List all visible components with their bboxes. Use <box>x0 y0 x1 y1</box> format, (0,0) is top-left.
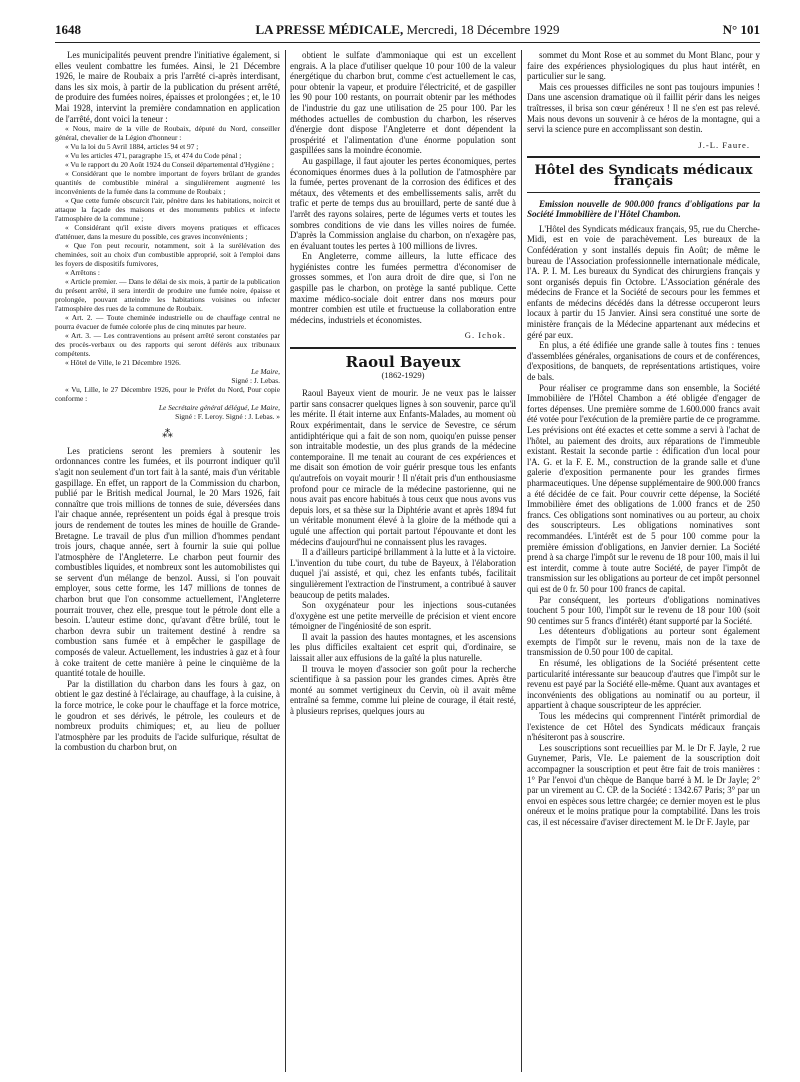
decree-line: « Vu les articles 471, paragraphe 15, et 474 du Code pénal ; <box>65 151 242 161</box>
paragraph: Il trouva le moyen d'associer son goût pour la recherche scientifique à sa passion pour les grandes cimes. Après être monté au sommet vertigineux du Cervin, où il avait même entraîné sa femme, comme lui pleine de courage, il était resté, à plusieurs reprises, quelques jours au <box>290 663 516 717</box>
paragraph: En plus, a été édifiée une grande salle à toutes fins : tenues d'assemblées générales, organisations de cours et de conférences, d'expositions, de banquets, de représentations artistiques, voire de bals. <box>527 340 760 383</box>
paragraph: sommet du Mont Rose et au sommet du Mont Blanc, pour y faire des expériences physiologiques du plus haut intérêt, en particulier sur le sang. <box>527 50 760 82</box>
page-header <box>55 22 760 43</box>
paragraph: Raoul Bayeux vient de mourir. Je ne veux pas le laisser partir sans consacrer quelques lignes à son souvenir, parce qu'il les mérite. Il était interne aux Enfants-Malades, au moment où Roux expérimentait, dans le service de Sevestre, ce sérum antidiphtérique qui a fait de son nom, quoiqu'en puisse penser son intraitable modestie, un des plus grands de la médecine contemporaine. Il me tenait au courant de ces expériences et me disait son émotion de voir guérir presque tous les enfants qu'autrefois on voyait mourir ! Il n'était pris d'un enthousiasme profond pour ce miracle de la médecine pastorienne, qui ne nous avait pas encore habitués à tous ceux que nous avons vus depuis lors, et sa thèse sur la Diphtérie avant et après 1894 fut un véritable monument élevé à la gloire de la méthode qui a ugulé une affection qui portait partout l'épouvante et dont les médecins d'aujourd'hui ne connaissent plus les ravages. <box>290 388 516 547</box>
journal-name: LA PRESSE MÉDICALE, <box>255 22 404 37</box>
column-divider <box>521 50 522 1072</box>
decree-line: « Art. 3. — Les contraventions au présent arrêté seront constatées par des procès-verbaux ou des rapports qui seront déférés aux tribunaux compétents. <box>55 331 280 359</box>
decree-line: « Considérant que le nombre important de foyers brûlant de grandes quantités de combustible minéral a singulièrement augmenté les inconvénients de la fumée dans la commune de Roubaix ; <box>55 169 280 197</box>
decree-line: « Vu, Lille, le 27 Décembre 1926, pour le Préfet du Nord, Pour copie conforme : <box>55 385 280 404</box>
signature-name: Signé : J. Lebas. <box>231 376 280 386</box>
signature-role: Le Maire, <box>251 367 280 377</box>
paragraph: Par conséquent, les porteurs d'obligations nominatives touchent 5 pour 100, l'impôt sur le revenu de 18 pour 100 (soit 90 centimes sur 5 francs d'intérêt) étant supporté par la Société. <box>527 594 760 626</box>
page-number: 1648 <box>55 22 81 37</box>
decree-line: « Arrêtons : <box>65 268 100 278</box>
column-3 <box>527 50 760 1072</box>
paragraph: Les municipalités peuvent prendre l'initiative également, si elles veulent combattre les fumées. Ainsi, le 21 Décembre 1926, le maire de Roubaix a pris l'arrêté ci-après interdisant, dans les six mois, à partir de la publication du présent arrêté, de produire des fumées noires, épaisses et prolongées ; et, le 10 Mai 1928, intervint la première condamnation en application de l'arrêté, dont voici la teneur : <box>55 50 280 124</box>
article-title: Hôtel des Syndicats médicaux français <box>534 163 753 189</box>
paragraph: Pour réaliser ce programme dans son ensemble, la Société Immobilière de l'Hôtel Chambon a été obligée d'engager de fortes dépenses. Une première somme de 1.600.000 francs avait été votée pour l'exécution de la première partie de ce programme. Les prévisions ont été exactes et cette somme a servi à l'achat de l'hôtel, au paiement des droits, aux réparations de l'immeuble existant. Restait la seconde partie : édification d'un local pour l'A. G. et la F. E. M., construction de la grande salle et d'une galerie d'exposition permanente pour les grandes firmes pharmaceutiques. Une dépense supplémentaire de 900.000 francs a été décidée de ce fait. Pour couvrir cette dépense, la Société Immobilière émet des obligations de 1.000 francs et de 250 francs. Ces obligations sont nominatives ou au porteur, au choix des souscripteurs. Les obligations nominatives sont recommandées. L'intérêt est de 5 pour 100 comme pour la première émission d'obligations, en Janvier dernier. La Société prend à sa charge l'impôt sur le revenu de 18 pour 100, mais il lui est interdit, comme à toute autre Société, de payer l'impôt de transmission sur les obligations au porteur de cet impôt personnel qui est de 0 fr. 50 pour 100 francs de capital. <box>527 382 760 594</box>
column-1 <box>55 50 280 1072</box>
paragraph: Les praticiens seront les premiers à soutenir les ordonnances contre les fumées, et ils pourront indiquer qu'il s'agit non seulement d'un tort fait à la santé, mais d'un véritable gaspillage. En effet, un rapport de la Commission du charbon, publié par le British medical Journal, le 20 Mars 1926, fait connaître que trois millions de tonnes de suie, déversées dans l'air chaque année, représentent un poids égal à presque trois jours de rendement de toutes les mines de houille de Grande-Bretagne. Le travail de plus d'un million d'hommes pendant trois jours, chaque année, sert à fournir la suie qui pollue l'atmosphère de l'Angleterre. Le charbon peut fournir des combustibles liquides, et nombreux sont les automobilistes qui se servent d'un mélange de benzol. Aussi, si l'on pouvait employer, sous cette forme, les 147 millions de tonnes de charbon brut que l'on consomme actuellement, l'Angleterre pourrait trouver, chez elle, presque tout le pétrole dont elle a besoin. L'auteur estime donc, qu'avant d'être brûlé, tout le charbon devra subir un traitement destiné à rendre sa combustion sans fumée et à empêcher le gaspillage de composés de valeur. Actuellement, les industries à gaz et à four à coke traitent de cette manière à peine le cinquième de la quantité totale de houille. <box>55 445 280 679</box>
decree-line: « Que l'on peut recourir, notamment, soit à la surélévation des cheminées, soit au choix d'un combustible approprié, soit à l'emploi dans les foyers de dispositifs fumivores, <box>55 241 280 269</box>
paragraph: Les souscriptions sont recueillies par M. le Dr F. Jayle, 2 rue Guynemer, Paris, VIe. Le paiement de la souscription doit accompagner la souscription et peut être fait de trois manières : 1° Par l'envoi d'un chèque de Banque barré à M. le Dr Jayle; 2° par un virement au C. CP. de la Société : 1342.67 Paris; 3° par un envoi en espèces sous lettre chargée; ce dernier moyen est le plus onéreux et le moins pratique pour la comptabilité. Dans les trois cas, il est nécessaire d'aviser directement M. le Dr F. Jayle, par <box>527 742 760 827</box>
paragraph: En résumé, les obligations de la Société présentent cette particularité intéressante sur beaucoup d'autres que l'impôt sur le revenu est payé par la Société elle-même. Quant aux avantages et inconvénients des obligations au nominatif ou au porteur, il appartient à chaque souscripteur de les apprécier. <box>527 658 760 711</box>
paragraph: L'Hôtel des Syndicats médicaux français, 95, rue du Cherche-Midi, est en voie de parachèvement. Les bureaux de la Confédération y sont installés depuis fin Août; de même le bureau de l'Association professionnelle internationale médicale, l'A. P. I. M. Les bureaux du Syndicat des chirurgiens français y sont organisés depuis fin Octobre. L'Association générale des médecins de France et la Société de secours pour les femmes et enfants de médecins décédés dans la détresse occuperont leurs locaux à partir du 15 Janvier. Ainsi sera constitué une sorte de ministère français de la Médecine appartenant aux médecins et géré par eux. <box>527 223 760 340</box>
decree-line: « Art. 2. — Toute cheminée industrielle ou de chauffage central ne pourra évacuer de fumée colorée plus de cinq minutes par heure. <box>55 313 280 332</box>
mayor-signature <box>55 367 280 385</box>
paragraph: Les détenteurs d'obligations au porteur sont également exempts de l'impôt sur le revenu, mais non de la taxe de transmission de 0.50 pour 100 de capital. <box>527 626 760 658</box>
paragraph: Il a d'ailleurs participé brillamment à la lutte et à la victoire. L'invention du tube court, du tube de Bayeux, à l'élaboration duquel j'ai assisté, et qui, chez les enfants tubés, facilitait singulièrement l'extraction de l'instrument, a contribué à sauver beaucoup de petits malades. <box>290 547 516 600</box>
column-divider <box>285 50 286 1072</box>
section-rule <box>290 347 516 349</box>
issue-number: N° 101 <box>722 22 760 37</box>
section-rule <box>527 156 760 158</box>
decree-line: « Que cette fumée obscurcit l'air, pénètre dans les habitations, noircit et attaque la façade des maisons et des monuments publics et infecte l'atmosphère de la commune ; <box>55 196 280 224</box>
author-signature: J.-L. Faure. <box>698 139 750 150</box>
column-2 <box>290 50 516 1072</box>
article-lead: Emission nouvelle de 900.000 francs d'obligations par la Société Immobilière de l'Hôtel Chambon. <box>527 198 760 220</box>
paragraph: Mais ces prouesses difficiles ne sont pas toujours impunies ! Dans une ascension dramatique où il faillit périr dans les neiges traîtresses, il brisa son cœur généreux ! Il ne s'en est pas relevé. Mais nous devons un souvenir à ce héros de la montagne, qui a servi la science pure en accomplissant son destin. <box>527 81 760 135</box>
signature-role: Le Secrétaire général délégué, Le Maire, <box>158 403 280 413</box>
section-rule <box>527 192 760 193</box>
decree-line: « Hôtel de Ville, le 21 Décembre 1926. <box>65 358 181 368</box>
author-signature: G. Ichok. <box>464 330 506 341</box>
paragraph: Tous les médecins qui comprennent l'intérêt primordial de l'existence de cet Hôtel des Syndicats médicaux français n'hésiteront pas à souscrire. <box>527 711 760 743</box>
secretary-signature <box>55 403 280 421</box>
paragraph: Il avait la passion des hautes montagnes, et les ascensions les plus difficiles exaltaient cet esprit qui, d'ordinaire, se laissait aller aux effusions de la gaîté la plus naturelle. <box>290 631 516 664</box>
signature-name: Signé : F. Leroy. Signé : J. Lebas. » <box>175 412 280 422</box>
paragraph: Au gaspillage, il faut ajouter les pertes économiques, pertes économiques énormes dues à la pollution de l'atmosphère par la fumée, pertes provenant de la corrosion des édifices et des métaux, des vêtements et des embellissements salis, arrêt du trafic et perte de temps dus au brouillard, perte de santé due à l'arrêt des rayons solaires, perte de légumes verts et toutes les sombres conditions de vie dans les villes noires de fumée. D'après la Commission anglaise du charbon, on n'exagère pas, en évaluant toutes les pertes à 100 millions de livres. <box>290 155 516 251</box>
decree-line: « Vu le rapport du 20 Août 1924 du Conseil départemental d'Hygiène ; <box>65 160 274 170</box>
paragraph: En Angleterre, comme ailleurs, la lutte efficace des hygiénistes contre les fumées permettra d'économiser de grosses sommes, et l'on aura droit de dire que, si l'on ne gaspille pas le charbon, on protège la santé publique. Cette maxime médico-sociale doit entrer dans nos mœurs pour montrer combien est utile et fructueuse la collaboration entre médecins, industriels et économistes. <box>290 251 516 325</box>
decree-line: « Article premier. — Dans le délai de six mois, à partir de la publication du présent arrêté, il sera interdit de produire une fumée noire, épaisse et prolongée, pouvant atteindre les habitations voisines ou infecter l'atmosphère des rues de la commune de Roubaix. <box>55 277 280 314</box>
article-subtitle: (1862-1929) <box>381 369 425 380</box>
decree-line: « Nous, maire de la ville de Roubaix, député du Nord, conseiller général, chevalier de la Légion d'honneur : <box>55 124 280 143</box>
paragraph: obtient le sulfate d'ammoniaque qui est un excellent engrais. A la place d'utiliser quelque 10 pour 100 de la valeur énergétique du charbon brut, comme c'est actuellement le cas, pour obtenir la vapeur, et produire l'électricité, et de gaspiller les 90 pour 100 restants, on pourrait obtenir par les méthodes de l'industrie du gaz une utilisation de 25 pour 100. Par les méthodes actuelles de combustion du charbon, les réserves d'énergie dont dispose l'Angleterre et dont dépendent la prospérité et l'alimentation d'une énorme population sont gaspillées sans la moindre économie. <box>290 50 516 156</box>
journal-title <box>55 22 760 38</box>
decree-line: « Vu la loi du 5 Avril 1884, articles 94 et 97 ; <box>65 142 199 152</box>
paragraph: Son oxygénateur pour les injections sous-cutanées d'oxygène est une petite merveille de précision et vient encore témoigner de l'ingéniosité de son esprit. <box>290 600 516 632</box>
paragraph: Par la distillation du charbon dans les fours à gaz, on obtient le gaz destiné à l'éclairage, au chauffage, à la cuisine, à la force motrice, le coke pour le chauffage et la force motrice, le goudron et ses dérivés, le pétrole, les couleurs et de nombreux produits chimiques; et, au lieu de polluer l'atmosphère par les produits de l'acide sulfurique, résultat de la combustion du charbon brut, on <box>55 678 280 753</box>
section-separator: ⁂ <box>162 428 173 441</box>
decree-text <box>55 124 280 421</box>
issue-date: Mercredi, 18 Décembre 1929 <box>406 22 560 37</box>
article-title: Raoul Bayeux <box>345 353 461 372</box>
decree-line: « Considérant qu'il existe divers moyens pratiques et efficaces d'atténuer, dans la mesure du possible, ces graves inconvénients ; <box>55 223 280 242</box>
